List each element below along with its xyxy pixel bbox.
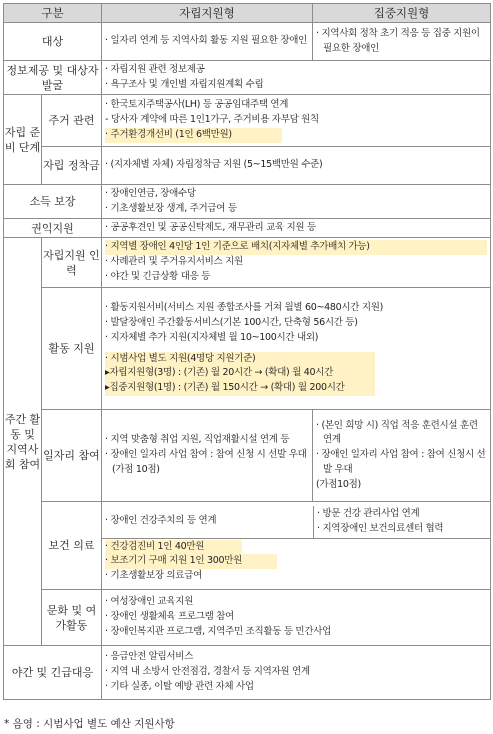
pilot-intensive: ▸집중지원형(1명) : (기존) 월 150시간 → (확대) 월 200시간 [105,382,345,394]
label-info: 정보제공 및 대상자 발굴 [4,61,102,95]
info-content [102,61,491,95]
list-item: · 욕구조사 및 개인별 자립지원계획 수립 [105,78,487,93]
label-housing: 주거 관련 [42,95,102,147]
list-item: · 지역 내 소방서 안전점검, 경찰서 등 지역자원 연계 [105,665,487,680]
target-intensive-text: · 지역사회 정착 초기 적응 등 집중 지원이 필요한 장애인 [316,27,487,57]
list-item: · 장애인 건강주치의 등 연계 [105,514,310,529]
label-health: 보건 의료 [42,502,102,590]
list-item: · 기타 실종, 이탈 예방 관련 자체 사업 [105,680,487,695]
list-item: · 응급안전 알림서비스 [105,650,487,665]
list-item: · 장애인 일자리 사업 참여 : 참여 신청시 선발 우대 [316,448,487,478]
list-item: - 당사자 계약에 따른 1인1가구, 주거비용 자부담 원칙 [105,114,319,126]
label-culture: 문화 및 여가활동 [42,590,102,646]
target-independent-text: · 일자리 연계 등 지역사회 활동 지원 필요한 장애인 [105,34,309,49]
night-content [102,646,491,700]
header-intensive: 집중지원형 [313,4,491,23]
job-independent [102,410,313,502]
list-item: · 야간 및 긴급상황 대응 등 [105,270,487,285]
highlight-item: · 보조기기 구매 지원 1인 300만원 [105,554,277,569]
label-prep: 자립 준비 단계 [4,95,42,185]
row-job [4,410,491,502]
health-split [102,506,490,585]
list-item: · 기초생활보장 의료급여 [105,569,487,584]
header-category: 구분 [4,4,102,23]
list-item: · 장애인복지관 프로그램, 지역주민 조직활동 등 민간사업 [105,625,487,640]
row-night [4,646,491,700]
label-target: 대상 [4,23,102,61]
housing-content [102,95,491,147]
rights-content [102,219,491,238]
header-independent: 자립지원형 [102,4,313,23]
row-income [4,185,491,219]
label-job: 일자리 참여 [42,410,102,502]
label-night: 야간 및 긴급대응 [4,646,102,700]
staff-content [102,238,491,288]
list-item: (가점10점) [316,478,361,490]
list-item: · 발달장애인 주간활동서비스(기본 100시간, 단축형 56시간 등) [105,316,487,331]
pilot-block [105,352,375,396]
label-settle: 자립 정착금 [42,147,102,185]
health-independent [102,506,314,538]
list-item: · 한국토지주택공사(LH) 등 공공임대주택 연계 [105,98,487,113]
list-item: · 여성장애인 교육지원 [105,595,487,610]
label-rights: 권익지원 [4,219,102,238]
health-common [102,538,490,585]
support-table [3,3,491,700]
row-rights [4,219,491,238]
row-culture [4,590,491,646]
highlight-item: · 건강검진비 1인 40만원 [105,540,242,555]
culture-content [102,590,491,646]
list-item: · 자립지원 관련 정보제공 [105,63,487,78]
highlight-item: · 주거환경개선비 (1인 6백만원) [105,128,282,143]
list-item: · 기초생활보장 생계, 주거급여 등 [105,202,487,217]
row-activity [4,288,491,410]
row-target [4,23,491,61]
list-item: · 지역 맞춤형 취업 지원, 직업재활시설 연계 등 [105,433,309,448]
highlight-item: · 지역별 장애인 4인당 1인 기준으로 배치(지자체별 추가배치 가능) [105,240,487,255]
footnote: * 음영 : 시범사업 별도 예산 지원사항 [4,718,175,730]
health-intensive [314,506,491,538]
list-item: · 사례관리 및 주거유지서비스 지원 [105,255,487,270]
settle-content [102,147,491,185]
header-row [4,4,491,23]
list-item: · 활동지원서비(서비스 지원 종합조사를 거쳐 월별 60~480시간 지원) [105,301,487,316]
list-item: · 장애인연금, 장애수당 [105,187,487,202]
list-item: · 지자체별 추가 지원(지자체별 월 10~100시간 내외) [105,331,487,346]
activity-content [102,288,491,410]
label-income: 소득 보장 [4,185,102,219]
income-content [102,185,491,219]
target-intensive [313,23,491,61]
health-content [102,502,491,590]
row-health [4,502,491,590]
list-item: · 공공후견인 및 공공신탁제도, 재무관리 교육 지원 등 [105,221,487,236]
row-settle [4,147,491,185]
label-staff: 자립지원 인력 [42,238,102,288]
label-weekday: 주간 활동 및 지역사회 참여 [4,238,42,646]
pilot-title: · 시범사업 별도 지원(4명당 지원기준) [105,352,375,367]
list-item: · 장애인 생활체육 프로그램 참여 [105,610,487,625]
list-item: · 장애인 일자리 사업 참여 : 참여 신청 시 선발 우대(가점 10점) [105,448,309,478]
list-item: · (지자체별 자체) 자립정착금 지원 (5~15백만원 수준) [105,158,487,173]
job-intensive [313,410,491,502]
row-staff [4,238,491,288]
row-housing [4,95,491,147]
row-info [4,61,491,95]
pilot-independent: ▸자립지원형(3명) : (기존) 월 20시간 → (확대) 월 40시간 [105,367,333,379]
target-independent [102,23,313,61]
list-item: · (본인 희망 시) 직업 적응 훈련시설 훈련 연계 [316,419,487,449]
list-item: · 지역장애인 보건의료센터 협력 [317,522,487,537]
label-activity: 활동 지원 [42,288,102,410]
list-item: · 방문 건강 관리사업 연계 [317,507,487,522]
